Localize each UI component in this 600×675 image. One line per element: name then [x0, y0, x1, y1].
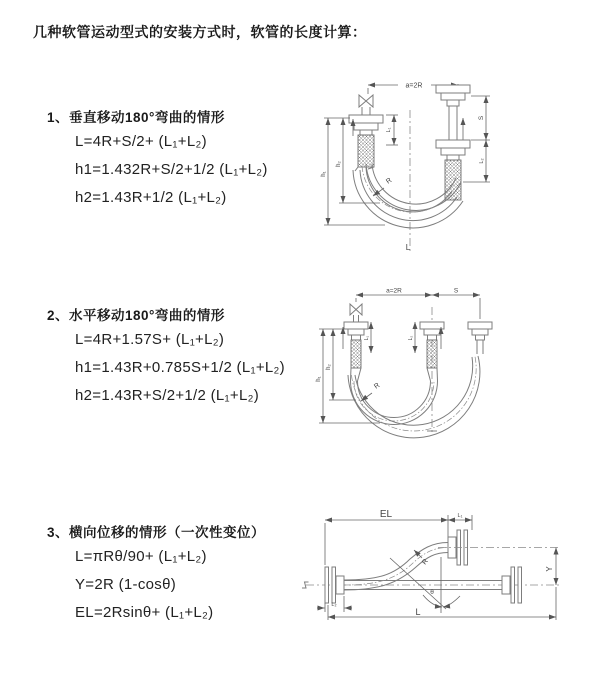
left-fitting [349, 115, 383, 135]
diagram-horizontal-movement-180-bend [298, 283, 558, 445]
left-braid-section [358, 135, 374, 167]
section2-formula-h2: h2=1.43R+S/2+1/2 (L₁+L₂) [75, 387, 260, 404]
dim-label-a2r: a=2R [405, 82, 423, 90]
middle-braid-section [427, 340, 437, 368]
dim-label-l: L [415, 607, 421, 617]
dim-label-s: S [478, 115, 485, 121]
dim-label-a2r: a=2R [386, 287, 402, 295]
dim-label-el: EL [379, 509, 393, 520]
section1-heading: 1、垂直移动180°弯曲的情形 [47, 110, 225, 125]
section1-formula-h2: h2=1.43R+1/2 (L₁+L₂) [75, 189, 227, 206]
section1-formula-h1: h1=1.432R+S/2+1/2 (L₁+L₂) [75, 161, 268, 178]
left-flange [325, 567, 344, 603]
middle-fitting [420, 322, 444, 340]
section2-formula-h1: h1=1.43R+0.785S+1/2 (L₁+L₂) [75, 359, 285, 376]
valve-icon [359, 95, 373, 107]
diagram-vertical-movement-180-bend [300, 70, 555, 256]
section3-formula-EL: EL=2Rsinθ+ (L₁+L₂) [75, 604, 214, 621]
dim-label-y: Y [545, 566, 554, 572]
section3-formula-L: L=πRθ/90+ (L₁+L₂) [75, 548, 207, 565]
diagram-lateral-displacement [298, 505, 573, 627]
dim-label-h1: h₁ [321, 171, 327, 177]
dim-label-l2: L₂ [479, 158, 485, 164]
hose-u-bend-position2 [348, 356, 480, 438]
dim-label-theta: θ [430, 589, 434, 596]
left-braid-section [351, 340, 361, 368]
dim-label-s: S [453, 287, 459, 295]
right-flange-original-position [502, 567, 522, 603]
dim-label-l1: L₁ [457, 513, 463, 519]
dim-label-r: R [385, 177, 394, 186]
dim-label-l2: L₂ [331, 602, 337, 608]
dim-label-h2: h₂ [336, 161, 342, 167]
hose-u-bend-position1 [351, 368, 438, 425]
dim-label-l2: L₂ [408, 335, 414, 341]
valve-icon [350, 304, 362, 315]
dim-label-h2: h₂ [326, 364, 332, 370]
right-fitting-displaced [468, 322, 492, 340]
dim-label-r: R [373, 382, 382, 391]
right-fitting-lower [436, 140, 470, 160]
hose-s-curve [344, 543, 448, 591]
section3-formula-Y: Y=2R (1-cosθ) [75, 576, 177, 593]
section1-formula-L: L=4R+S/2+ (L₁+L₂) [75, 133, 207, 150]
page-title: 几种软管运动型式的安装方式时，软管的长度计算： [33, 24, 367, 40]
dim-label-l1: L₁ [386, 127, 392, 133]
section3-heading: 3、横向位移的情形（一次性变位） [47, 525, 266, 540]
dim-label-l: L [405, 243, 411, 252]
dim-label-l1: L₁ [364, 335, 370, 341]
dim-label-h1: h₁ [316, 376, 322, 382]
section2-formula-L: L=4R+1.57S+ (L₁+L₂) [75, 331, 225, 348]
dim-label-r: R [421, 557, 430, 567]
right-fitting-upper [436, 85, 470, 106]
section2-heading: 2、水平移动180°弯曲的情形 [47, 308, 225, 323]
